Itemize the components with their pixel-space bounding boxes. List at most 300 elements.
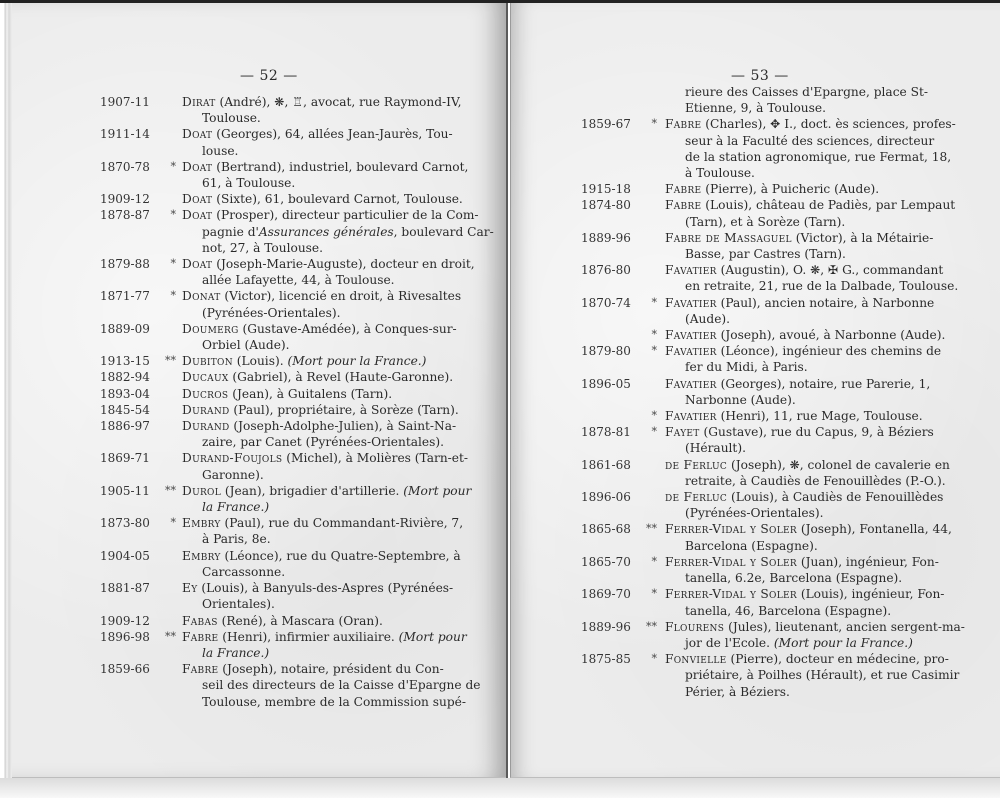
entry-line <box>665 619 991 635</box>
entry-line-text: (Victor), à la Métairie- <box>795 230 934 245</box>
entry-line-text: la France.) <box>202 500 270 515</box>
entry-mark: * <box>651 117 657 131</box>
entry-line <box>182 321 500 337</box>
entry-line-text: zaire, par Canet (Pyrénées-Orientales). <box>202 435 445 450</box>
entry-line-text: (Gustave), rue du Capus, 9, à Béziers <box>703 425 934 440</box>
entry-line <box>665 392 991 408</box>
entry-surname: Ferrer-Vidal y Soler <box>665 554 797 569</box>
entry-line <box>665 149 991 165</box>
entry-line <box>665 100 991 116</box>
entry-years: 1915-18 <box>581 182 631 197</box>
entry-surname: Favatier <box>665 376 717 391</box>
entry-line <box>182 305 500 321</box>
entry-surname: Fayet <box>665 425 700 440</box>
entry-line-text: à Paris, 8e. <box>202 532 271 547</box>
entry-text <box>182 353 500 369</box>
entry-years: 1889-96 <box>581 619 631 634</box>
entry-text <box>665 327 991 343</box>
entry-text <box>182 402 500 418</box>
entry-line-text: (Charles), ✥ I., doct. ès sciences, profes- <box>705 117 956 132</box>
entry-years: 1889-09 <box>100 321 150 336</box>
entry-text <box>665 230 991 262</box>
entry-mark: ** <box>165 629 176 643</box>
entry-line-text: Orientales). <box>202 597 275 612</box>
list-item <box>100 613 500 629</box>
list-item <box>581 376 991 408</box>
entry-line <box>182 694 500 710</box>
entry-surname: Doat <box>182 159 213 174</box>
entry-text <box>665 197 991 229</box>
entry-line-text: Basse, par Castres (Tarn). <box>685 247 846 262</box>
entry-surname: Doat <box>182 192 213 207</box>
entry-years: 1845-54 <box>100 402 150 417</box>
entry-text <box>182 288 500 320</box>
entry-line <box>182 143 500 159</box>
entry-years: 1904-05 <box>100 548 150 563</box>
entry-years: 1875-85 <box>581 652 631 667</box>
entry-line <box>182 580 500 596</box>
entry-surname: Doumerg <box>182 321 239 336</box>
entry-line-text: rieure des Caisses d'Epargne, place St- <box>685 85 928 99</box>
entry-surname: Embry <box>182 516 221 531</box>
entry-text <box>665 521 991 553</box>
entry-text <box>182 126 500 158</box>
entry-surname: Ferrer-Vidal y Soler <box>665 522 797 537</box>
list-item <box>100 548 500 580</box>
list-item <box>581 84 991 116</box>
list-item <box>100 629 500 661</box>
entry-line <box>665 586 991 602</box>
entry-surname: Flourens <box>665 619 725 634</box>
entry-line-text: (Pyrénées-Orientales). <box>202 305 341 320</box>
entry-years: 1896-06 <box>581 490 631 505</box>
entry-line-text: en retraite, 21, rue de la Dalbade, Toulouse. <box>685 279 959 294</box>
entry-surname: Dubiton <box>182 354 233 369</box>
entry-line <box>665 684 991 700</box>
entry-text <box>182 515 500 547</box>
entry-line <box>182 483 500 499</box>
list-item <box>581 651 991 700</box>
entry-line-text: (Léonce), rue du Quatre-Septembre, à <box>224 548 461 563</box>
entry-surname: Embry <box>182 548 221 563</box>
entry-line-text: tanella, 46, Barcelona (Espagne). <box>685 603 892 618</box>
entry-years: 1878-87 <box>100 208 150 223</box>
entry-line-text: (Joseph), Fontanella, 44, <box>800 522 952 537</box>
top-edge <box>0 0 1000 3</box>
entry-line-text: seur à la Faculté des sciences, directeur <box>685 133 935 148</box>
entry-line-text: Toulouse, membre de la Commission supé- <box>202 694 467 709</box>
entry-years: 1869-71 <box>100 451 150 466</box>
entry-line <box>665 133 991 149</box>
entry-line <box>182 596 500 612</box>
entry-line <box>182 499 500 515</box>
entry-line-text: (Pierre), docteur en médecine, pro- <box>730 652 949 667</box>
entry-mark: * <box>651 344 657 358</box>
list-item <box>100 288 500 320</box>
entry-line-text: (Victor), licencié en droit, à Rivesaltes <box>224 289 462 304</box>
entry-line-text: Garonne). <box>202 467 264 482</box>
list-item <box>100 402 500 418</box>
entry-years: 1879-80 <box>581 344 631 359</box>
entry-line <box>182 288 500 304</box>
entry-line-text: (Pyrénées-Orientales). <box>685 506 824 521</box>
entry-line-text: (Louis). (Mort pour la France.) <box>236 354 427 369</box>
entry-line-text: Toulouse. <box>202 111 261 126</box>
entry-line <box>182 353 500 369</box>
entry-years: 1907-11 <box>100 95 150 109</box>
entry-line <box>182 450 500 466</box>
entry-surname: Doat <box>182 257 213 272</box>
entry-line-text: (Joseph), notaire, président du Con- <box>222 662 444 677</box>
entry-line <box>182 515 500 531</box>
entry-years: 1865-70 <box>581 554 631 569</box>
entry-line-text: (Joseph), ❋, colonel de cavalerie en <box>731 457 950 472</box>
entry-text <box>182 369 500 385</box>
list-item <box>100 353 500 369</box>
entry-text <box>182 207 500 256</box>
entry-text <box>182 613 500 629</box>
entry-years: 1878-81 <box>581 425 631 440</box>
entry-text <box>665 586 991 618</box>
entry-line <box>665 521 991 537</box>
entry-years: 1896-98 <box>100 629 150 644</box>
entry-line-text: (Aude). <box>685 311 731 326</box>
entry-text <box>665 651 991 700</box>
entry-years: 1909-12 <box>100 192 150 207</box>
entry-line <box>665 359 991 375</box>
list-item <box>100 159 500 191</box>
entry-years: 1905-11 <box>100 483 150 498</box>
entry-line-text: (Joseph), avoué, à Narbonne (Aude). <box>720 328 946 343</box>
entry-line-text: (Juan), ingénieur, Fon- <box>800 554 939 569</box>
entry-text <box>665 181 991 197</box>
entry-line-text: jor de l'Ecole. (Mort pour la France.) <box>685 635 913 650</box>
entry-years: 1871-77 <box>100 289 150 304</box>
list-item <box>100 256 500 288</box>
entry-mark: ** <box>165 354 176 368</box>
list-item <box>581 521 991 553</box>
entry-line <box>665 311 991 327</box>
entry-line <box>665 295 991 311</box>
entry-text <box>182 386 500 402</box>
page-number: — 53 — <box>731 68 789 84</box>
list-item <box>581 230 991 262</box>
entry-text <box>182 418 500 450</box>
entry-line-text: (Louis), à Caudiès de Fenouillèdes <box>731 490 944 505</box>
entry-line-text: (Sixte), 61, boulevard Carnot, Toulouse. <box>216 192 463 207</box>
gutter-highlight <box>508 0 510 778</box>
entry-line <box>665 214 991 230</box>
entry-line-text: (Georges), 64, allées Jean-Jaurès, Tou- <box>216 127 453 142</box>
page-number: — 52 — <box>240 68 298 84</box>
entry-line <box>665 246 991 262</box>
entry-line-text: pagnie d'Assurances générales, boulevard Car- <box>202 224 494 239</box>
entry-text <box>665 116 991 181</box>
entry-surname: Fabre <box>182 629 219 644</box>
list-item <box>100 321 500 353</box>
entry-years: 1886-97 <box>100 419 150 434</box>
entry-surname: Fabre <box>665 182 702 197</box>
entry-line-text: allée Lafayette, 44, à Toulouse. <box>202 273 395 288</box>
entry-line <box>182 191 500 207</box>
entry-line <box>182 94 500 110</box>
entry-surname: Favatier <box>665 295 717 310</box>
entry-line-text: (Augustin), O. ❋, ✠ G., commandant <box>720 263 944 278</box>
entry-text <box>665 84 991 116</box>
entry-line-text: (Bertrand), industriel, boulevard Carnot, <box>216 159 469 174</box>
entry-line <box>665 181 991 197</box>
entry-line <box>665 197 991 213</box>
entry-list <box>581 84 991 700</box>
entry-line-text: (Gustave-Amédée), à Conques-sur- <box>242 321 457 336</box>
entry-line <box>665 440 991 456</box>
entry-text <box>182 191 500 207</box>
list-item <box>100 369 500 385</box>
entry-text <box>665 554 991 586</box>
list-item <box>581 408 991 424</box>
list-item <box>581 197 991 229</box>
entry-line <box>182 126 500 142</box>
entry-line-text: not, 27, à Toulouse. <box>202 240 324 255</box>
entry-text <box>182 629 500 661</box>
entry-line <box>182 677 500 693</box>
entry-surname: Favatier <box>665 263 717 278</box>
entry-line <box>665 262 991 278</box>
entry-line <box>665 408 991 424</box>
list-item <box>100 126 500 158</box>
entry-text <box>665 489 991 521</box>
entry-line-text: de la station agronomique, rue Fermat, 18, <box>685 149 952 164</box>
entry-years: 1873-80 <box>100 516 150 531</box>
entry-years: 1869-70 <box>581 587 631 602</box>
entry-line-text: (Prosper), directeur particulier de la Com- <box>216 208 479 223</box>
entry-years: 1881-87 <box>100 581 150 596</box>
entry-line <box>182 661 500 677</box>
entry-text <box>665 262 991 294</box>
entry-text <box>182 159 500 191</box>
entry-line <box>182 110 500 126</box>
entry-text <box>182 450 500 482</box>
entry-line-text: (Jean), à Guitalens (Tarn). <box>232 386 393 401</box>
entry-line <box>182 548 500 564</box>
entry-surname: Doat <box>182 208 213 223</box>
entry-text <box>182 94 500 126</box>
entry-line <box>665 116 991 132</box>
entry-line-text: tanella, 6.2e, Barcelona (Espagne). <box>685 571 903 586</box>
entry-years: 1893-04 <box>100 386 150 401</box>
entry-line <box>665 84 991 100</box>
entry-mark: * <box>170 257 176 271</box>
entry-line-text: (Henri), 11, rue Mage, Toulouse. <box>720 409 923 424</box>
entry-years: 1859-66 <box>100 662 150 677</box>
entry-surname: Fabre <box>665 198 702 213</box>
entry-years: 1913-15 <box>100 354 150 369</box>
list-item <box>100 207 500 256</box>
entry-mark: * <box>651 554 657 568</box>
entry-text <box>665 343 991 375</box>
entry-line <box>665 651 991 667</box>
entry-line <box>182 418 500 434</box>
entry-line-text: (Jules), lieutenant, ancien sergent-ma- <box>728 619 965 634</box>
entry-line-text: priétaire, à Poilhes (Hérault), et rue Casimir <box>685 668 960 683</box>
entry-text <box>182 483 500 515</box>
left-page <box>12 2 506 778</box>
entry-text <box>665 295 991 327</box>
entry-line <box>182 629 500 645</box>
entry-surname: Favatier <box>665 344 717 359</box>
entry-line <box>182 531 500 547</box>
entry-line <box>665 538 991 554</box>
entry-line <box>665 343 991 359</box>
list-item <box>581 181 991 197</box>
list-item <box>581 619 991 651</box>
entry-line-text: (Louis), ingénieur, Fon- <box>800 587 945 602</box>
entry-line-text: fer du Midi, à Paris. <box>685 360 808 375</box>
entry-line <box>665 424 991 440</box>
list-item <box>100 580 500 612</box>
entry-mark: * <box>651 409 657 423</box>
entry-surname: Durol <box>182 483 221 498</box>
entry-line <box>182 434 500 450</box>
entry-line-text: (Joseph-Marie-Auguste), docteur en droit, <box>216 257 475 272</box>
entry-years: 1879-88 <box>100 257 150 272</box>
entry-line-text: (Pierre), à Puicheric (Aude). <box>705 182 880 197</box>
entry-line <box>665 327 991 343</box>
entry-line-text: (Louis), château de Padiès, par Lempaut <box>705 198 956 213</box>
entry-line-text: Etienne, 9, à Toulouse. <box>685 101 827 116</box>
entry-line <box>665 278 991 294</box>
entry-mark: * <box>170 289 176 303</box>
list-item <box>100 515 500 547</box>
entry-years: 1882-94 <box>100 370 150 385</box>
entry-line-text: (Joseph-Adolphe-Julien), à Saint-Na- <box>233 419 457 434</box>
entry-text <box>665 457 991 489</box>
entry-surname: Fonvielle <box>665 652 727 667</box>
entry-years: 1909-12 <box>100 613 150 628</box>
entry-line <box>665 473 991 489</box>
entry-mark: * <box>170 516 176 530</box>
entry-text <box>182 548 500 580</box>
entry-line <box>182 224 500 240</box>
entry-line <box>182 272 500 288</box>
list-item <box>581 295 991 327</box>
entry-mark: * <box>651 328 657 342</box>
entry-mark: * <box>651 295 657 309</box>
entry-surname: Durand-Foujols <box>182 451 283 466</box>
entry-line <box>182 175 500 191</box>
entry-line-text: (Georges), notaire, rue Parerie, 1, <box>720 376 931 391</box>
entry-line <box>182 386 500 402</box>
entry-text <box>182 256 500 288</box>
list-item <box>581 262 991 294</box>
entry-line-text: (Paul), propriétaire, à Sorèze (Tarn). <box>233 402 459 417</box>
entry-mark: * <box>170 159 176 173</box>
entry-text <box>665 619 991 651</box>
entry-line <box>665 489 991 505</box>
entry-years: 1865-68 <box>581 522 631 537</box>
entry-years: 1896-05 <box>581 376 631 391</box>
entry-line-text: (Henri), infirmier auxiliaire. (Mort pour <box>222 629 467 644</box>
entry-surname: Durand <box>182 419 230 434</box>
entry-line-text: (Jean), brigadier d'artillerie. (Mort pour <box>224 483 472 498</box>
entry-line <box>665 570 991 586</box>
entry-text <box>182 321 500 353</box>
entry-years: 1889-96 <box>581 230 631 245</box>
entry-line <box>182 240 500 256</box>
list-item <box>581 489 991 521</box>
entry-line-text: 61, à Toulouse. <box>202 176 296 191</box>
entry-mark: * <box>651 425 657 439</box>
entry-text <box>182 580 500 612</box>
entry-line <box>182 564 500 580</box>
entry-surname: Dirat <box>182 95 216 109</box>
entry-text <box>665 408 991 424</box>
list-item <box>581 554 991 586</box>
entry-line <box>182 256 500 272</box>
entry-years: 1876-80 <box>581 263 631 278</box>
entry-line-text: (Louis), à Banyuls-des-Aspres (Pyrénées- <box>201 581 454 596</box>
entry-line <box>665 505 991 521</box>
entry-surname: Doat <box>182 127 213 142</box>
entry-line <box>665 376 991 392</box>
entry-line-text: la France.) <box>202 645 270 660</box>
entry-line-text: louse. <box>202 143 239 158</box>
entry-line-text: retraite, à Caudiès de Fenouillèdes (P.-O.). <box>685 473 946 488</box>
entry-mark: * <box>170 208 176 222</box>
entry-surname: Fabre <box>182 662 219 677</box>
right-page <box>510 2 1000 778</box>
list-item <box>100 661 500 710</box>
entry-text <box>665 424 991 456</box>
entry-text <box>665 376 991 408</box>
entry-surname: Ducros <box>182 386 229 401</box>
entry-line <box>665 457 991 473</box>
list-item <box>581 116 991 181</box>
entry-surname: de Ferluc <box>665 490 728 505</box>
entry-surname: Favatier <box>665 409 717 424</box>
entry-line-text: Barcelona (Espagne). <box>685 538 818 553</box>
entry-line <box>182 207 500 223</box>
entry-surname: Favatier <box>665 328 717 343</box>
entry-surname: Fabas <box>182 613 218 628</box>
entry-surname: Fabre de Massaguel <box>665 230 792 245</box>
list-item <box>100 94 500 126</box>
entry-years: 1861-68 <box>581 457 631 472</box>
entry-text <box>182 661 500 710</box>
entry-line-text: (Tarn), et à Sorèze (Tarn). <box>685 214 846 229</box>
entry-line <box>182 645 500 661</box>
bottom-shadow <box>0 778 1000 798</box>
list-item <box>581 457 991 489</box>
list-item <box>581 586 991 618</box>
entry-surname: de Ferluc <box>665 457 728 472</box>
entry-line <box>665 603 991 619</box>
entry-line <box>665 635 991 651</box>
entry-line-text: Carcassonne. <box>202 564 286 579</box>
list-item <box>100 191 500 207</box>
list-item <box>100 418 500 450</box>
entry-line <box>182 467 500 483</box>
entry-line-text: (Paul), rue du Commandant-Rivière, 7, <box>224 516 464 531</box>
entry-mark: ** <box>646 522 657 536</box>
entry-surname: Fabre <box>665 117 702 132</box>
entry-surname: Durand <box>182 402 230 417</box>
list-item <box>100 450 500 482</box>
entry-line-text: Orbiel (Aude). <box>202 338 290 353</box>
entry-line <box>665 230 991 246</box>
list-item <box>581 424 991 456</box>
entry-surname: Ey <box>182 581 198 596</box>
